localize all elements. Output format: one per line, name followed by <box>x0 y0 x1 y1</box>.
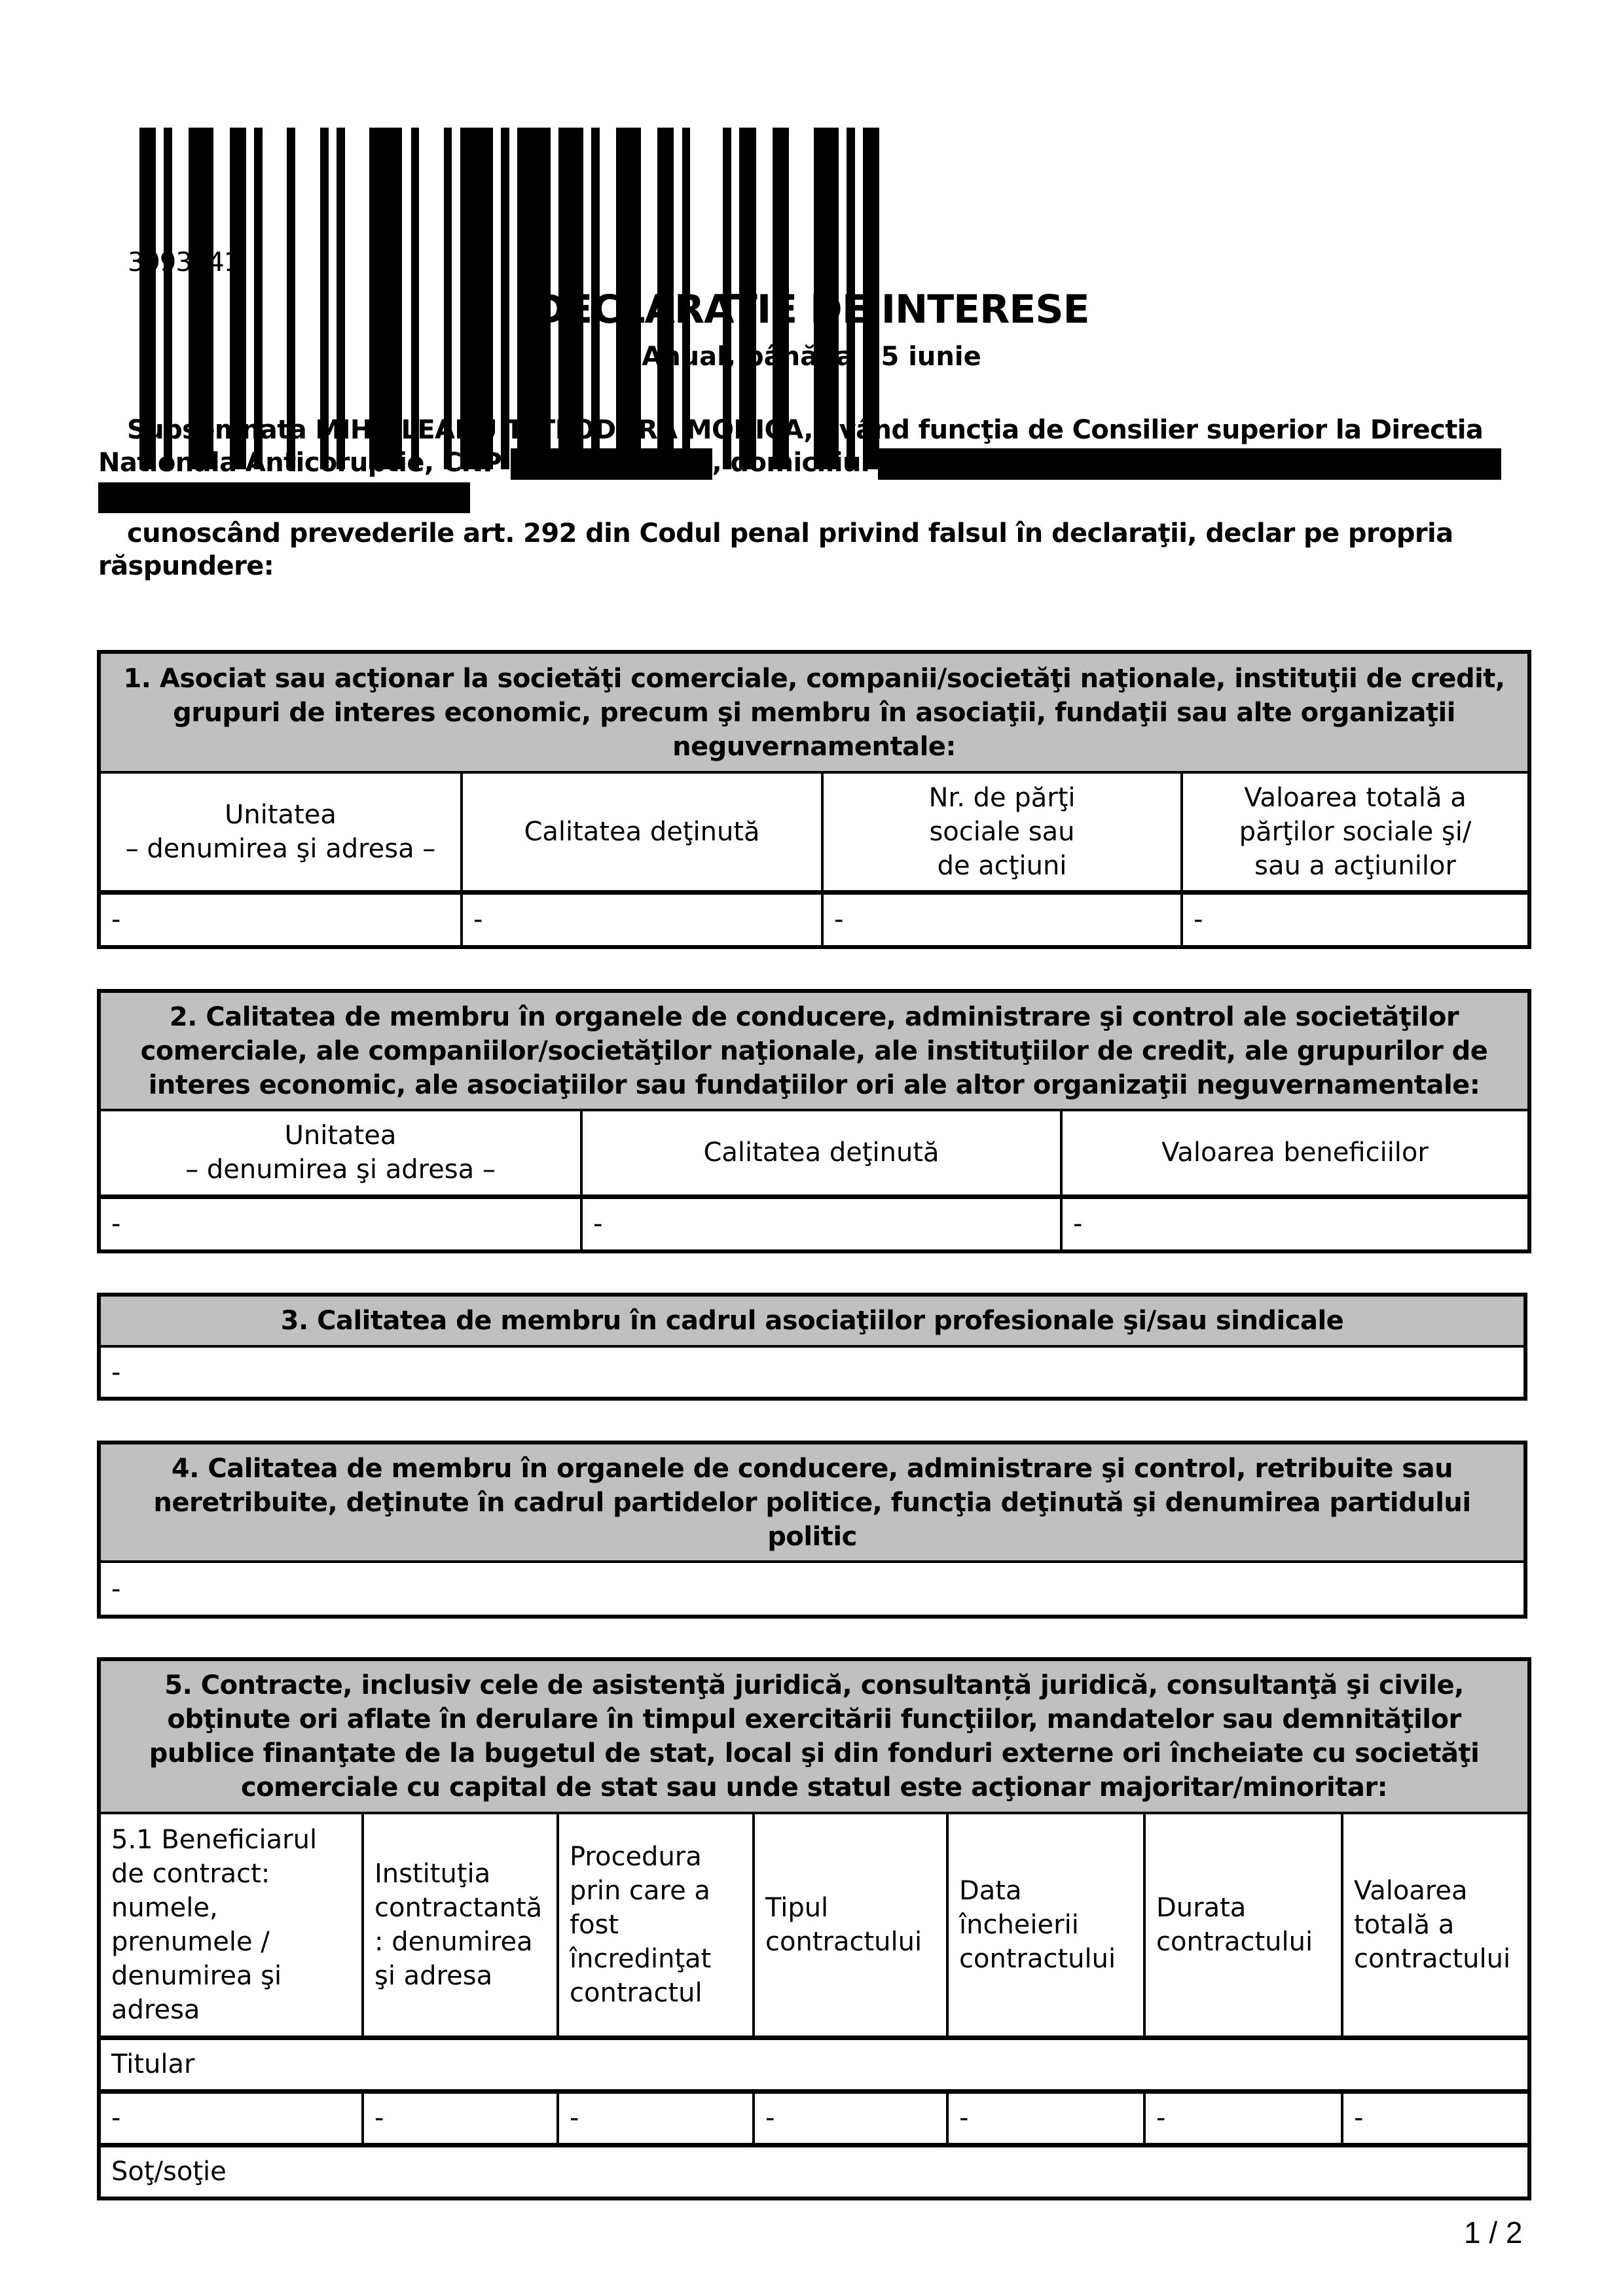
document-subtitle: Anual, până la 15 iunie <box>642 342 981 372</box>
table-cell: - <box>1144 2091 1342 2145</box>
section-2-title: 2. Calitatea de membru în organele de conducere, administrare şi control ale societăţilor comerciale, ale companiilor/societăţilor naţionale, ale instituţiilor de credit, ale grupurilor de interes economic, ale asociaţiilor sau fundaţiilor ori ale altor organizaţii neguvernamentale: <box>99 991 1529 1110</box>
table-cell: - <box>462 892 822 947</box>
statement-text: cunoscând prevederile art. 292 din Codul penal privind falsul în declaraţii, declar pe propria răspundere: <box>98 518 1453 581</box>
table-cell: - <box>1342 2091 1529 2145</box>
table-cell: - <box>1061 1196 1529 1251</box>
table-cell: - <box>99 892 462 947</box>
cnp-redaction <box>511 448 712 480</box>
column-header: Valoarea totală a părţilor sociale şi/ sau a acţiunilor <box>1182 772 1529 892</box>
column-header: Unitatea – denumirea şi adresa – <box>99 772 462 892</box>
table-cell: - <box>99 2091 363 2145</box>
column-header: Calitatea deţinută <box>581 1110 1061 1196</box>
column-header: 5.1 Beneficiarul de contract: numele, prenumele / denumirea şi adresa <box>99 1813 363 2037</box>
table-cell: - <box>822 892 1182 947</box>
table-cell: - <box>1182 892 1529 947</box>
group-label-spouse: Soţ/soţie <box>99 2145 1529 2198</box>
section-1-title: 1. Asociat sau acţionar la societăţi comerciale, companii/societăţi naţionale, instituţii de credit, grupuri de interes economic, precum şi membru în asociaţii, fundaţii sau alte organizaţii neguvernamentale: <box>99 652 1529 772</box>
section-3-title: 3. Calitatea de membru în cadrul asociaţiilor profesionale şi/sau sindicale <box>99 1295 1525 1346</box>
table-cell: - <box>99 1346 1525 1399</box>
section-5-table <box>97 1657 1531 2200</box>
table-cell: - <box>99 1562 1525 1617</box>
column-header: Instituţia contractantă : denumirea şi adresa <box>363 1813 558 2037</box>
statement-paragraph <box>98 517 1532 583</box>
section-1-table <box>97 650 1531 949</box>
group-label-titular: Titular <box>99 2037 1529 2091</box>
page-number: 1 / 2 <box>1464 2215 1523 2250</box>
domiciliu-redaction <box>878 448 1501 480</box>
section-5-title: 5. Contracte, inclusiv cele de asistenţă juridică, consultanță juridică, consultanţă şi civile, obţinute ori aflate în derulare în timpul exercitării funcţiilor, mandatelor sau demnităţilor publice finanţate de la bugetul de stat, local şi din fonduri externe ori încheiate cu societăţi comerciale cu capital de stat sau unde statul este acţionar majoritar/minoritar: <box>99 1659 1529 1813</box>
table-cell: - <box>99 1196 581 1251</box>
document-title: DECLARAŢIE DE INTERESE <box>534 287 1089 332</box>
domiciliu-label: , domiciliul <box>712 448 869 478</box>
column-header: Nr. de părţi sociale sau de acţiuni <box>822 772 1182 892</box>
domiciliu-redaction-continued <box>98 482 470 513</box>
table-cell: - <box>558 2091 754 2145</box>
column-header: Valoarea totală a contractului <box>1342 1813 1529 2037</box>
section-2-table <box>97 989 1531 1253</box>
column-header: Calitatea deţinută <box>462 772 822 892</box>
barcode-number: 3993941 <box>128 247 240 278</box>
section-3-table <box>97 1293 1527 1401</box>
table-cell: - <box>947 2091 1144 2145</box>
column-header: Valoarea beneficiilor <box>1061 1110 1529 1196</box>
table-cell: - <box>581 1196 1061 1251</box>
section-4-table <box>97 1441 1527 1619</box>
table-cell: - <box>754 2091 947 2145</box>
column-header: Durata contractului <box>1144 1813 1342 2037</box>
column-header: Tipul contractului <box>754 1813 947 2037</box>
declarant-text: Subsemnata MIHĂILEANU T. TEODORA MONICA, având funcţia de Consilier superior la Directia Nationala Anticoruptie, CNP <box>98 415 1484 478</box>
declarant-paragraph <box>98 414 1532 513</box>
column-header: Procedura prin care a fost încredinţat contractul <box>558 1813 754 2037</box>
table-cell: - <box>363 2091 558 2145</box>
section-4-title: 4. Calitatea de membru în organele de conducere, administrare şi control, retribuite sau neretribuite, deţinute în cadrul partidelor politice, funcţia deţinută şi denumirea partidului politic <box>99 1443 1525 1562</box>
column-header: Data încheierii contractului <box>947 1813 1144 2037</box>
column-header: Unitatea – denumirea şi adresa – <box>99 1110 581 1196</box>
